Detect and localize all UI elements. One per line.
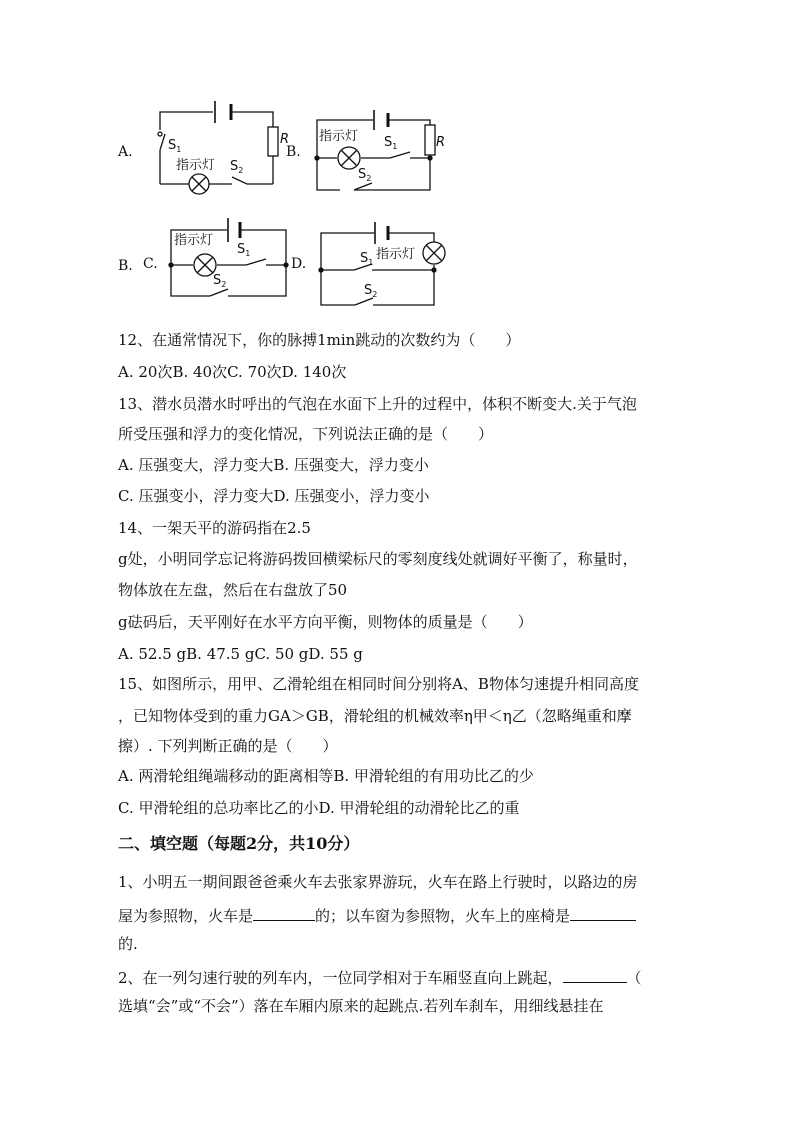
question-12-stem: 12、在通常情况下，你的脉搏1min跳动的次数约为（ ）	[118, 331, 521, 349]
section-heading: 二、填空题（每题2分，共10分）	[118, 834, 360, 853]
fill-question-1-text: 屋为参照物，火车是	[118, 907, 254, 925]
fill-question-2-line1	[118, 966, 642, 988]
s1-label: $S_1$	[168, 138, 182, 154]
s1-label: $S_1$	[360, 251, 374, 267]
lamp-icon	[423, 242, 445, 264]
battery-icon	[228, 218, 240, 242]
question-14-stem-line1: 14、一架天平的游码指在2.5	[118, 519, 311, 537]
question-13-options-line2: C. 压强变小，浮力变大D. 压强变小，浮力变小	[118, 487, 430, 505]
question-14-stem-line2: g处，小明同学忘记将游码拨回横梁标尺的零刻度线处就调好平衡了，称量时，	[118, 550, 638, 568]
question-15-stem-line1: 15、如图所示，用甲、乙滑轮组在相同时间分别将A、B物体匀速提升相同高度	[118, 675, 639, 693]
battery-icon	[375, 222, 388, 244]
question-13-stem-line1: 13、潜水员潜水时呼出的气泡在水面下上升的过程中，体积不断变大.关于气泡	[118, 395, 637, 413]
battery-icon	[215, 101, 231, 123]
question-14-options: A. 52.5 gB. 47.5 gC. 50 gD. 55 g	[118, 645, 363, 663]
question-13-options-line1: A. 压强变大，浮力变大B. 压强变大，浮力变小	[118, 456, 429, 474]
s1-label: $S_1$	[384, 135, 398, 151]
question-14-stem-line3: 物体放在左盘，然后在右盘放了50	[118, 581, 348, 599]
answer-blank[interactable]	[253, 904, 315, 921]
battery-icon	[374, 110, 388, 130]
fill-question-2-text: 2、在一列匀速行驶的列车内，一位同学相对于车厢竖直向上跳起，	[118, 969, 563, 987]
resistor-icon	[425, 125, 435, 155]
option-label-a: A.	[118, 144, 133, 160]
fill-question-1-line1: 1、小明五一期间跟爸爸乘火车去张家界游玩，火车在路上行驶时，以路边的房	[118, 873, 638, 891]
option-label-b: B.	[286, 144, 301, 160]
lamp-icon	[338, 147, 360, 169]
question-15-options-line2: C. 甲滑轮组的总功率比乙的小D. 甲滑轮组的动滑轮比乙的重	[118, 799, 520, 817]
option-label-d: D.	[291, 256, 307, 272]
fill-question-1-line3: 的.	[118, 935, 138, 953]
question-15-stem-line2: ，已知物体受到的重力GA＞GB，滑轮组的机械效率η甲＜η乙（忽略绳重和摩	[118, 707, 632, 725]
lamp-label: 指示灯	[176, 158, 216, 173]
circuit-d	[319, 233, 436, 305]
question-15-options-line1: A. 两滑轮组绳端移动的距离相等B. 甲滑轮组的有用功比乙的少	[118, 767, 534, 785]
s1-label: $S_1$	[237, 242, 251, 258]
fill-question-2-line2: 选填“会”或“不会”）落在车厢内原来的起跳点.若列车刹车，用细线悬挂在	[118, 997, 604, 1015]
fill-question-2-text: （	[626, 969, 642, 987]
fill-question-1-text: 的；以车窗为参照物，火车上的座椅是	[315, 907, 571, 925]
resistor-label: R	[280, 132, 290, 147]
answer-blank[interactable]	[570, 904, 636, 921]
lamp-label: 指示灯	[376, 247, 416, 262]
answer-blank[interactable]	[563, 966, 627, 983]
fill-question-1-line2	[118, 904, 636, 926]
s2-label: $S_2$	[230, 159, 244, 175]
s2-label: $S_2$	[364, 283, 378, 299]
resistor-label: R	[436, 135, 446, 150]
lamp-label: 指示灯	[174, 233, 214, 248]
s2-label: $S_2$	[358, 167, 372, 183]
option-label-b: B.	[118, 258, 133, 274]
s2-label: $S_2$	[213, 273, 227, 289]
lamp-label: 指示灯	[319, 129, 359, 144]
resistor-icon	[268, 127, 278, 156]
question-13-stem-line2: 所受压强和浮力的变化情况，下列说法正确的是（ ）	[118, 425, 494, 443]
question-12-options: A. 20次B. 40次C. 70次D. 140次	[118, 363, 347, 381]
question-15-stem-line3: 擦）. 下列判断正确的是（ ）	[118, 737, 338, 755]
lamp-icon	[189, 174, 209, 194]
question-14-stem-line4: g砝码后，天平刚好在水平方向平衡，则物体的质量是（ ）	[118, 613, 533, 631]
option-label-c: C.	[143, 256, 158, 272]
